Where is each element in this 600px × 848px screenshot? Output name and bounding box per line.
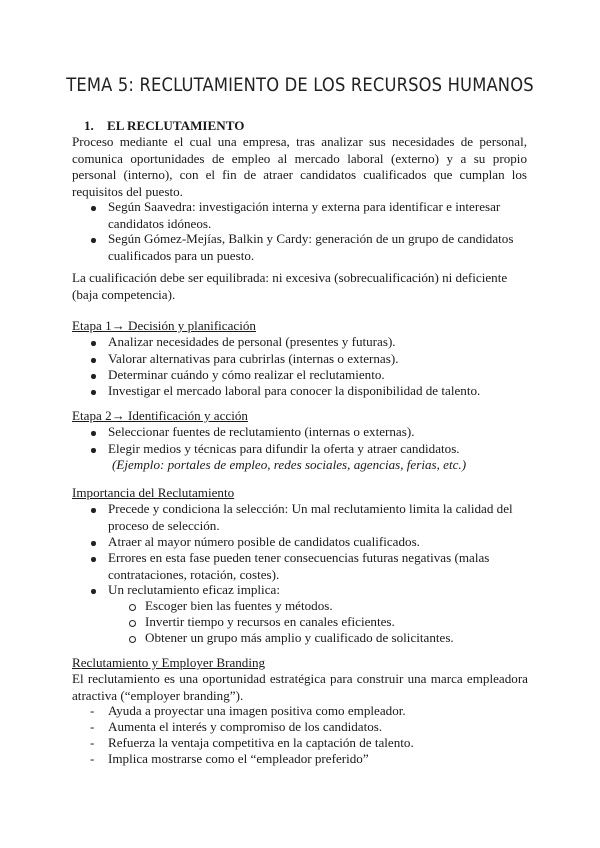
list-item: Elegir medios y técnicas para difundir la oferta y atraer candidatos. <box>108 441 460 456</box>
sub-bullet-icon <box>129 604 136 611</box>
bullet-icon <box>91 557 96 562</box>
list-item: Determinar cuándo y cómo realizar el reclutamiento. <box>108 367 385 382</box>
list-item: Refuerza la ventaja competitiva en la captación de talento. <box>108 735 414 750</box>
list-item: Precede y condiciona la selección: Un mal reclutamiento limita la calidad del proceso de selección. <box>108 501 513 533</box>
example-text: (Ejemplo: portales de empleo, redes sociales, agencias, ferias, etc.) <box>112 457 467 472</box>
etapa2-heading: Etapa 2→ Identificación y acción <box>72 408 248 423</box>
bullet-icon <box>91 358 96 363</box>
bullet-icon <box>91 341 96 346</box>
bullet-icon <box>91 448 96 453</box>
bullet-icon <box>91 374 96 379</box>
list-item: Atraer al mayor número posible de candidatos cualificados. <box>108 534 420 549</box>
etapa1-heading: Etapa 1→ Decisión y planificación <box>72 318 256 333</box>
dash-icon: - <box>90 703 95 718</box>
list-item: Seleccionar fuentes de reclutamiento (internas o externas). <box>108 424 415 439</box>
bullet-icon <box>91 508 96 513</box>
bullet-icon <box>91 238 96 243</box>
qualification-note: La cualificación debe ser equilibrada: ni excesiva (sobrecualificación) ni deficiente (baja competencia). <box>72 270 508 302</box>
bullet-icon <box>91 206 96 211</box>
dash-icon: - <box>90 751 95 766</box>
sub-list-item: Invertir tiempo y recursos en canales eficientes. <box>145 614 395 629</box>
branding-heading: Reclutamiento y Employer Branding <box>72 655 266 670</box>
list-item: Analizar necesidades de personal (presentes y futuras). <box>108 334 396 349</box>
list-item: Aumenta el interés y compromiso de los candidatos. <box>108 719 383 734</box>
sub-list-item: Escoger bien las fuentes y métodos. <box>145 598 333 613</box>
section-intro-paragraph: Proceso mediante el cual una empresa, tras analizar sus necesidades de personal, comunica oportunidades de empleo al mercado laboral (externo) y a su propio personal (interno), con el fin de atraer candidatos cualificados que cumplan los requisitos del puesto. <box>72 134 527 199</box>
list-item: Según Gómez-Mejías, Balkin y Cardy: generación de un grupo de candidatos cualificados para un puesto. <box>108 231 514 263</box>
list-item: Un reclutamiento eficaz implica: <box>108 582 280 597</box>
sub-list-item: Obtener un grupo más amplio y cualificado de solicitantes. <box>145 630 454 645</box>
importancia-heading: Importancia del Reclutamiento <box>72 485 235 500</box>
section-number: 1. <box>84 118 94 133</box>
list-item: Según Saavedra: investigación interna y externa para identificar e interesar candidatos idóneos. <box>108 199 501 231</box>
list-item: Ayuda a proyectar una imagen positiva como empleador. <box>108 703 406 718</box>
branding-intro-paragraph: El reclutamiento es una oportunidad estratégica para construir una marca empleadora atractiva (“employer branding”). <box>72 671 528 703</box>
sub-bullet-icon <box>129 636 136 643</box>
document-title: TEMA 5: RECLUTAMIENTO DE LOS RECURSOS HUMANOS <box>66 74 534 96</box>
list-item: Implica mostrarse como el “empleador preferido” <box>108 751 369 766</box>
sub-bullet-icon <box>129 620 136 627</box>
section-heading: EL RECLUTAMIENTO <box>107 118 245 133</box>
dash-icon: - <box>90 735 95 750</box>
dash-icon: - <box>90 719 95 734</box>
list-item: Investigar el mercado laboral para conocer la disponibilidad de talento. <box>108 383 481 398</box>
bullet-icon <box>91 589 96 594</box>
bullet-icon <box>91 431 96 436</box>
list-item: Errores en esta fase pueden tener consecuencias futuras negativas (malas contrataciones, rotación, costes). <box>108 550 490 582</box>
bullet-icon <box>91 541 96 546</box>
list-item: Valorar alternativas para cubrirlas (internas o externas). <box>108 351 399 366</box>
bullet-icon <box>91 390 96 395</box>
